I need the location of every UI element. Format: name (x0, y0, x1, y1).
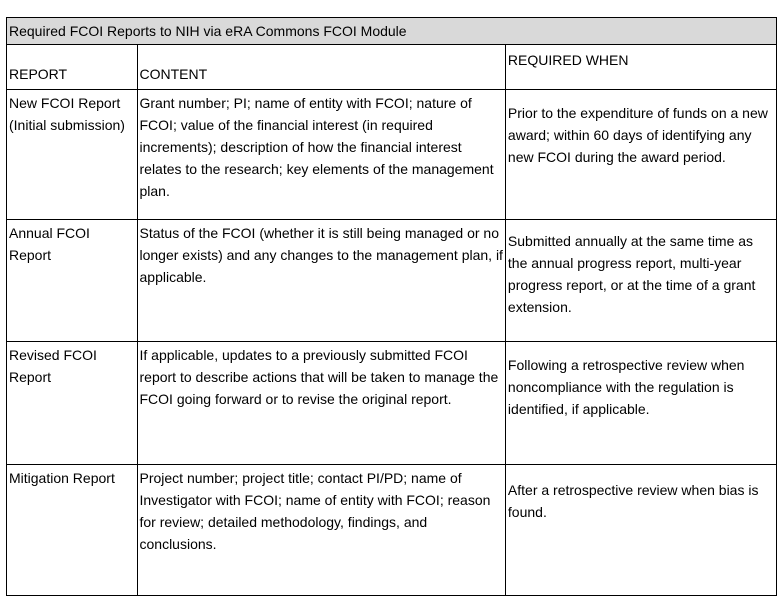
required-when-cell: Prior to the expenditure of funds on a new award; within 60 days of identifying any new FCOI during the award period. (505, 90, 776, 220)
header-report: REPORT (7, 45, 138, 90)
required-when-cell: After a retrospective review when bias is found. (505, 465, 776, 596)
fcoi-reports-document (6, 17, 777, 596)
report-name-cell: Revised FCOI Report (7, 342, 138, 465)
table-row (7, 465, 777, 596)
header-required-when: REQUIRED WHEN (505, 45, 776, 90)
table-row (7, 220, 777, 342)
report-name-cell: New FCOI Report (Initial submission) (7, 90, 138, 220)
content-cell: Project number; project title; contact PI/PD; name of Investigator with FCOI; name of entity with FCOI; reason for review; detailed methodology, findings, and conclusions. (137, 465, 505, 596)
table-row (7, 342, 777, 465)
report-name-cell: Annual FCOI Report (7, 220, 138, 342)
content-cell: If applicable, updates to a previously submitted FCOI report to describe actions that will be taken to manage the FCOI going forward or to revise the original report. (137, 342, 505, 465)
content-cell: Grant number; PI; name of entity with FCOI; nature of FCOI; value of the financial interest (in required increments); description of how the financial interest relates to the research; key elements of the management plan. (137, 90, 505, 220)
content-cell: Status of the FCOI (whether it is still being managed or no longer exists) and any changes to the management plan, if applicable. (137, 220, 505, 342)
table-title: Required FCOI Reports to NIH via eRA Commons FCOI Module (7, 18, 777, 45)
table-header-row (7, 45, 777, 90)
header-content: CONTENT (137, 45, 505, 90)
table-title-row (7, 18, 777, 45)
report-name-cell: Mitigation Report (7, 465, 138, 596)
required-when-cell: Following a retrospective review when noncompliance with the regulation is identified, if applicable. (505, 342, 776, 465)
fcoi-reports-table (6, 17, 777, 596)
required-when-cell: Submitted annually at the same time as the annual progress report, multi-year progress report, or at the time of a grant extension. (505, 220, 776, 342)
table-row (7, 90, 777, 220)
